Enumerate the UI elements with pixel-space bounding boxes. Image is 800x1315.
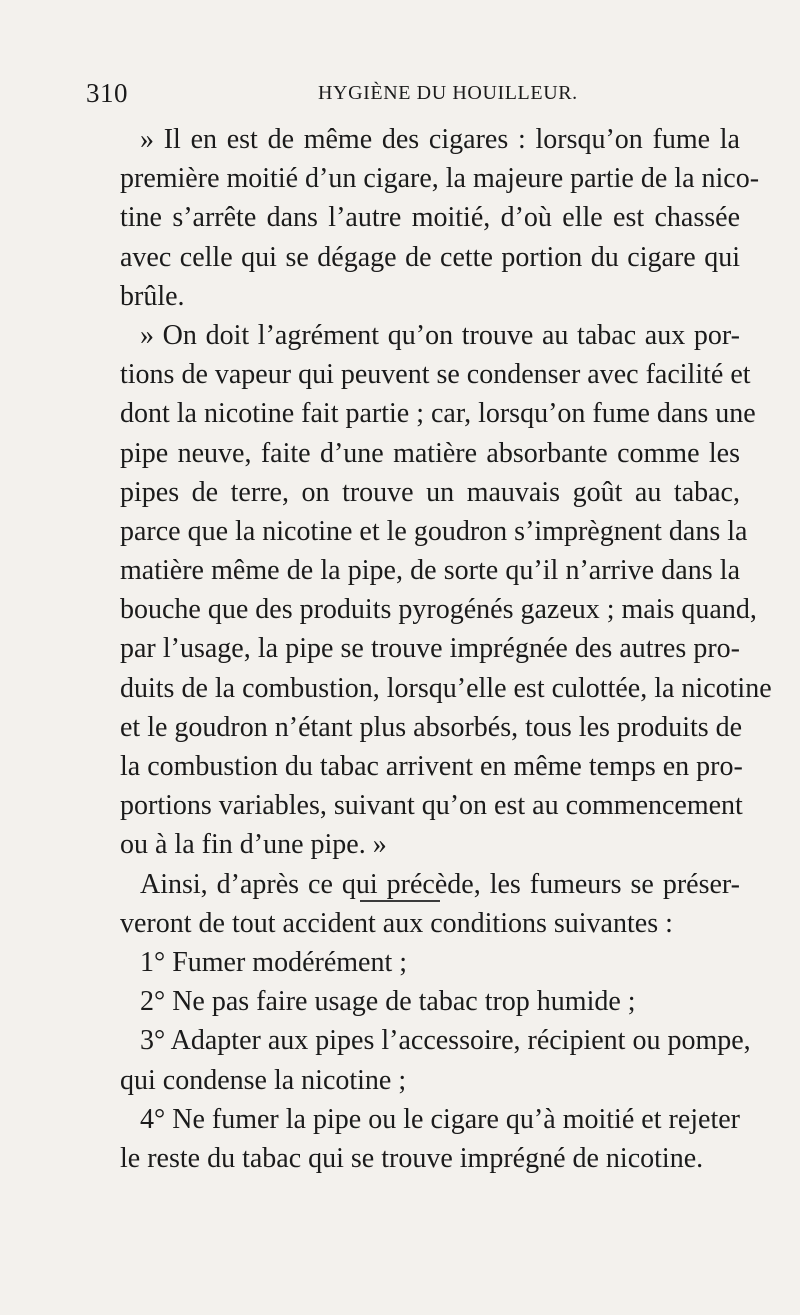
text-line: portions variables, suivant qu’on est au commencement	[120, 790, 743, 822]
text-line: duits de la combustion, lorsqu’elle est culottée, la nicotine	[120, 672, 772, 704]
text-line: veront de tout accident aux conditions suivantes :	[120, 907, 673, 939]
list-item: 1° Fumer modérément ;	[140, 946, 408, 978]
text-line: ou à la fin d’une pipe. »	[120, 829, 387, 861]
page-header	[86, 78, 706, 114]
text-line: Ainsi, d’après ce qui précède, les fumeurs se préser-	[140, 868, 740, 900]
text-line: » Il en est de même des cigares : lorsqu’on fume la	[140, 124, 740, 155]
end-rule	[360, 900, 440, 902]
text-line: tions de vapeur qui peuvent se condenser avec facilité et	[120, 359, 751, 391]
text-line: la combustion du tabac arrivent en même temps en pro-	[120, 751, 743, 782]
text-line: avec celle qui se dégage de cette portion du cigare qui	[120, 241, 740, 273]
list-item: 2° Ne pas faire usage de tabac trop humide ;	[140, 986, 636, 1018]
text-line: brûle.	[120, 280, 185, 312]
text-line: et le goudron n’étant plus absorbés, tous les produits de	[120, 711, 743, 743]
text-line: matière même de la pipe, de sorte qu’il n’arrive dans la	[120, 555, 740, 587]
text-line: » On doit l’agrément qu’on trouve au tabac aux por-	[140, 319, 740, 351]
text-line: par l’usage, la pipe se trouve imprégnée des autres pro-	[120, 633, 740, 665]
text-line: pipe neuve, faite d’une matière absorbante comme les	[120, 437, 740, 469]
text-line: bouche que des produits pyrogénés gazeux ; mais quand,	[120, 594, 757, 626]
text-line: parce que la nicotine et le goudron s’imprègnent dans la	[120, 515, 748, 547]
list-item: 4° Ne fumer la pipe ou le cigare qu’à moitié et rejeter	[140, 1103, 740, 1135]
body-text	[120, 120, 772, 1178]
page-number: 310	[86, 78, 128, 108]
running-title: HYGIÈNE DU HOUILLEUR.	[318, 82, 578, 104]
text-line: pipes de terre, on trouve un mauvais goût au tabac,	[120, 476, 740, 508]
text-line: première moitié d’un cigare, la majeure partie de la nico-	[120, 163, 760, 195]
text-line: tine s’arrête dans l’autre moitié, d’où elle est chassée	[120, 202, 740, 234]
list-item: 3° Adapter aux pipes l’accessoire, récipient ou pompe,	[140, 1025, 751, 1057]
text-line: qui condense la nicotine ;	[120, 1064, 407, 1096]
text-line: dont la nicotine fait partie ; car, lorsqu’on fume dans une	[120, 398, 756, 430]
text-line: le reste du tabac qui se trouve imprégné de nicotine.	[120, 1142, 704, 1174]
